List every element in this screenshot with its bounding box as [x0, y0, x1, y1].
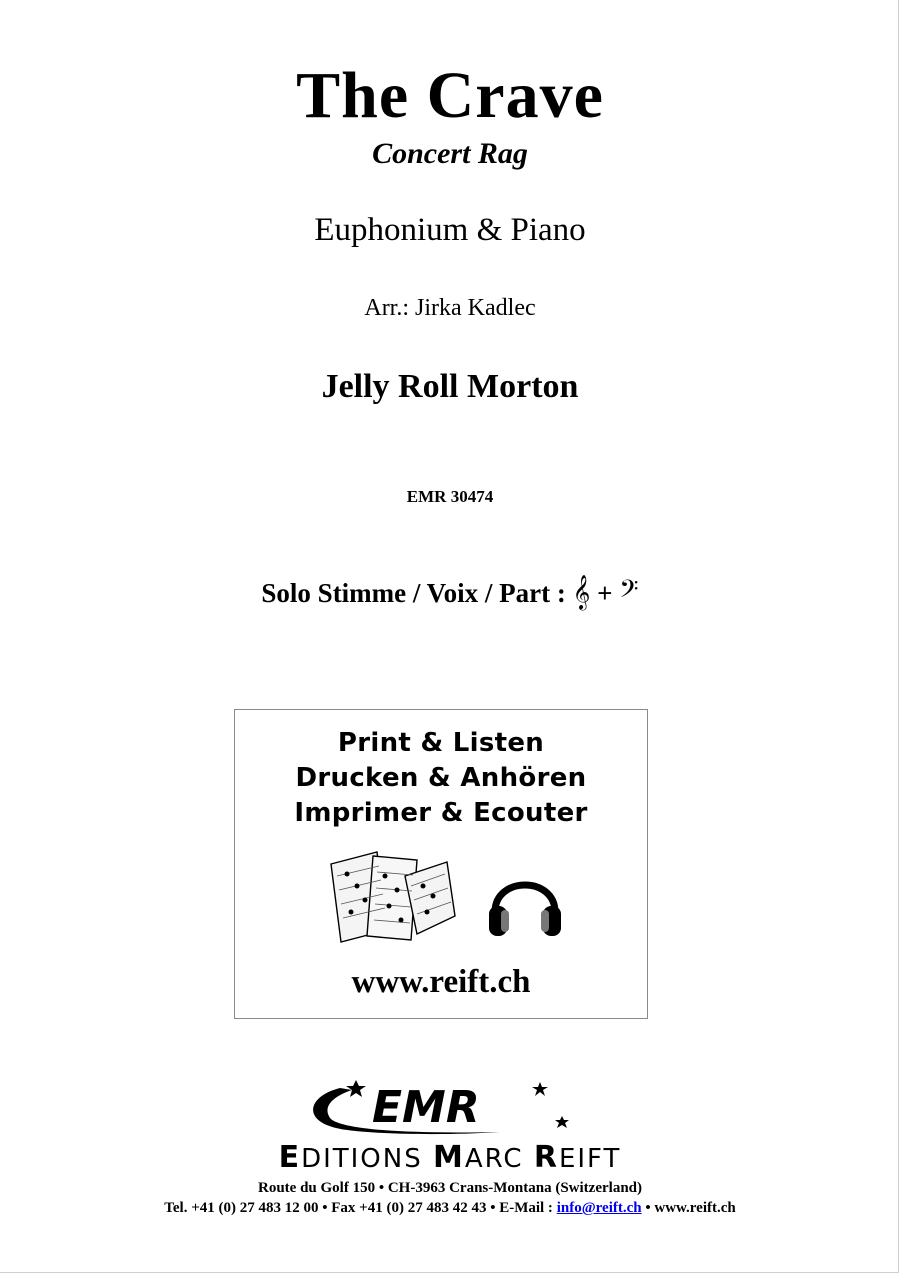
piece-title: The Crave	[296, 59, 604, 132]
brand-part-3: EIFT	[558, 1144, 622, 1174]
clef-plus: +	[597, 578, 613, 608]
print-listen-box	[234, 709, 648, 1019]
promo-line-en: Print & Listen	[337, 728, 545, 758]
piece-subtitle: Concert Rag	[372, 137, 528, 170]
promo-website: www.reift.ch	[351, 964, 531, 1000]
email-link[interactable]: info@reift.ch	[556, 1200, 642, 1216]
promo-line-de: Drucken & Anhören	[295, 763, 587, 793]
website-text: • www.reift.ch	[645, 1200, 736, 1216]
composer: Jelly Roll Morton	[321, 368, 579, 405]
instrumentation: Euphonium & Piano	[314, 212, 586, 248]
catalog-number: EMR 30474	[406, 487, 494, 506]
publisher-contact	[0, 1200, 900, 1217]
arranger: Arr.: Jirka Kadlec	[364, 295, 536, 321]
brand-initial-e: E	[278, 1140, 302, 1175]
bass-clef-icon: 𝄢	[619, 575, 639, 610]
brand-initial-m: M	[432, 1140, 465, 1175]
publisher-address: Route du Golf 150 • CH-3963 Crans-Montana (Switzerland)	[258, 1180, 642, 1196]
brand-initial-r: R	[533, 1140, 559, 1175]
phone-fax: Tel. +41 (0) 27 483 12 00 • Fax +41 (0) 27 483 42 43 • E-Mail :	[164, 1200, 553, 1216]
emr-logo-text: EMR	[372, 1082, 480, 1133]
brand-part-1: DITIONS	[301, 1144, 423, 1174]
headphones-icon	[485, 862, 565, 942]
promo-line-fr: Imprimer & Ecouter	[294, 798, 588, 828]
publisher-brand	[0, 1140, 900, 1175]
part-line	[0, 575, 900, 610]
sheet-music-icon	[325, 846, 465, 946]
treble-clef-icon: 𝄞	[572, 575, 591, 610]
emr-logo-icon	[300, 1072, 600, 1142]
brand-part-2: ARC	[464, 1144, 524, 1174]
part-label: Solo Stimme / Voix / Part :	[261, 578, 566, 608]
